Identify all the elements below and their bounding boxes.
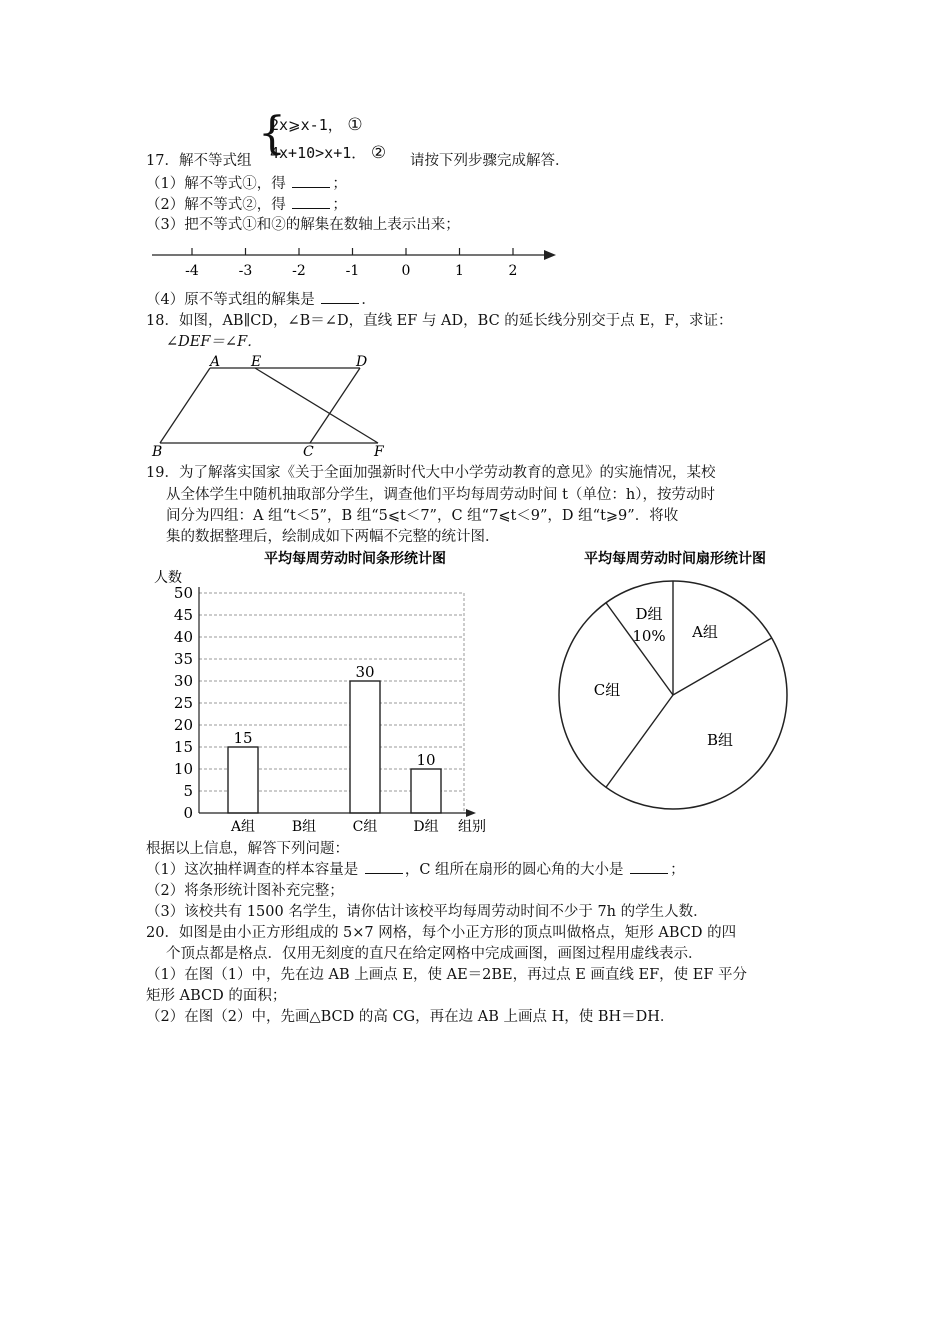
- answer-blank[interactable]: [292, 196, 330, 209]
- q17-step4: [146, 291, 376, 309]
- y-tick-label: 10: [173, 760, 193, 778]
- q17-step4-text: （4）原不等式组的解集是: [146, 292, 315, 308]
- q18-line1: 18．如图，AB∥CD，∠B＝∠D，直线 EF 与 AD，BC 的延长线分别交于点 E，F，求证：: [146, 313, 733, 329]
- y-tick-label: 30: [173, 672, 193, 690]
- q20-line2: 个顶点都是格点．仅用无刻度的直尺在给定网格中完成画图，画图过程用虚线表示．: [166, 946, 703, 962]
- label-C: C: [303, 444, 314, 460]
- x-tick-label: D组: [413, 819, 439, 835]
- bar-chart-ylabel: 人数: [154, 570, 182, 586]
- y-tick-label: 5: [183, 782, 193, 800]
- x-tick-label: B组: [291, 819, 317, 835]
- number-line-tick-label: 2: [508, 263, 518, 279]
- q18-figure: [148, 352, 408, 460]
- q19-line3: 间分为四组：A 组“t＜5”，B 组“5⩽t＜7”，C 组“7⩽t＜9”，D 组“t⩾9”．将收: [166, 508, 679, 524]
- q17-eq2-text: 4x+10>x+1．: [270, 144, 367, 162]
- q17-eq2-mark: ②: [370, 143, 387, 163]
- answer-blank[interactable]: [630, 861, 668, 874]
- q18-line2: ∠DEF＝∠F．: [166, 334, 262, 350]
- answer-blank[interactable]: [365, 861, 403, 874]
- number-line: [146, 238, 566, 284]
- number-line-tick-label: 0: [401, 263, 411, 279]
- number-line-tick-label: 1: [455, 263, 464, 279]
- bar-data-label: 30: [355, 663, 375, 681]
- q17-eq1-mark: ①: [347, 115, 363, 135]
- q20-line1: 20．如图是由小正方形组成的 5×7 网格，每个小正方形的顶点叫做格点，矩形 ABCD 的四: [146, 925, 737, 941]
- q17-eq1-text: 2x⩾x-1，: [270, 116, 343, 134]
- q19-p3: （3）该校共有 1500 名学生，请你估计该校平均每周劳动时间不少于 7h 的学生人数．: [146, 904, 708, 920]
- label-E: E: [251, 354, 262, 370]
- q17-brace: {: [258, 108, 286, 159]
- answer-blank[interactable]: [321, 291, 359, 304]
- q17-eq2: [270, 144, 386, 163]
- bar-data-label: 10: [416, 751, 436, 769]
- punct: ；: [332, 176, 347, 192]
- y-tick-label: 15: [173, 738, 193, 756]
- y-tick-label: 0: [183, 804, 193, 822]
- y-tick-label: 50: [173, 584, 193, 602]
- q19-p1-a: （1）这次抽样调查的样本容量是: [146, 862, 359, 878]
- punct: ．: [361, 292, 376, 308]
- pie-chart-title: 平均每周劳动时间扇形统计图: [584, 551, 766, 567]
- number-line-tick-label: -1: [345, 263, 360, 279]
- label-B: B: [152, 444, 163, 460]
- y-tick-label: 25: [173, 694, 193, 712]
- bar: [350, 681, 380, 813]
- pie-slice-label: B组: [706, 731, 734, 749]
- q19-p1-b: ，C 组所在扇形的圆心角的大小是: [404, 862, 624, 878]
- y-tick-label: 20: [173, 716, 193, 734]
- pie-slice-label: D组: [635, 605, 663, 623]
- q19-after: 根据以上信息，解答下列问题：: [146, 841, 349, 857]
- q20-line4: 矩形 ABCD 的面积；: [146, 988, 287, 1004]
- bar-chart-xlabel: 组别: [458, 819, 486, 835]
- answer-blank[interactable]: [292, 175, 330, 188]
- q17-prompt: 解不等式组: [178, 153, 252, 169]
- q17-step2-text: （2）解不等式②，得: [146, 197, 286, 213]
- q17-step1: [146, 175, 347, 193]
- q19-line2: 从全体学生中随机抽取部分学生，调查他们平均每周劳动时间 t（单位：h），按劳动时: [166, 487, 716, 503]
- punct: ；: [670, 862, 685, 878]
- segment-AB: [160, 368, 210, 443]
- q17-step1-text: （1）解不等式①，得: [146, 176, 286, 192]
- q17-number: 17．: [146, 153, 179, 169]
- q19-line4: 集的数据整理后，绘制成如下两幅不完整的统计图．: [166, 529, 500, 545]
- q17-step3: （3）把不等式①和②的解集在数轴上表示出来；: [146, 217, 460, 233]
- bar-chart: [150, 545, 510, 837]
- bar-data-label: 15: [233, 729, 253, 747]
- q19-p2: （2）将条形统计图补充完整；: [146, 883, 344, 899]
- pie-slice-label: C组: [593, 681, 621, 699]
- label-A: A: [210, 354, 221, 370]
- q19-line1: 19．为了解落实国家《关于全面加强新时代大中小学劳动教育的意见》的实施情况，某校: [146, 465, 716, 481]
- pie-slice-label: A组: [692, 623, 718, 641]
- q20-line3: （1）在图（1）中，先在边 AB 上画点 E，使 AE＝2BE，再过点 E 画直线 EF，使 EF 平分: [146, 967, 748, 983]
- y-tick-label: 45: [173, 606, 193, 624]
- bar: [228, 747, 258, 813]
- y-tick-label: 40: [173, 628, 193, 646]
- q17-number-line: [146, 152, 251, 170]
- punct: ；: [332, 197, 347, 213]
- segment-EF: [255, 368, 378, 443]
- bar-chart-title: 平均每周劳动时间条形统计图: [264, 551, 446, 567]
- y-tick-label: 35: [173, 650, 193, 668]
- pie-slice-percent: 10%: [632, 627, 666, 645]
- number-line-tick-label: -2: [292, 263, 306, 279]
- bar: [411, 769, 441, 813]
- number-line-tick-label: -3: [238, 263, 253, 279]
- x-tick-label: A组: [230, 819, 256, 835]
- number-line-tick-label: -4: [185, 263, 199, 279]
- q17-step2: [146, 196, 347, 214]
- x-tick-label: C组: [352, 819, 378, 835]
- pie-chart: [545, 545, 815, 837]
- label-D: D: [356, 354, 368, 370]
- q17-tail: 请按下列步骤完成解答．: [410, 153, 570, 169]
- q20-line5: （2）在图（2）中，先画△BCD 的高 CG，再在边 AB 上画点 H，使 BH＝DH．: [146, 1009, 675, 1025]
- x-axis-arrow: [466, 809, 476, 817]
- q19-p1: [146, 861, 685, 879]
- label-F: F: [374, 444, 384, 460]
